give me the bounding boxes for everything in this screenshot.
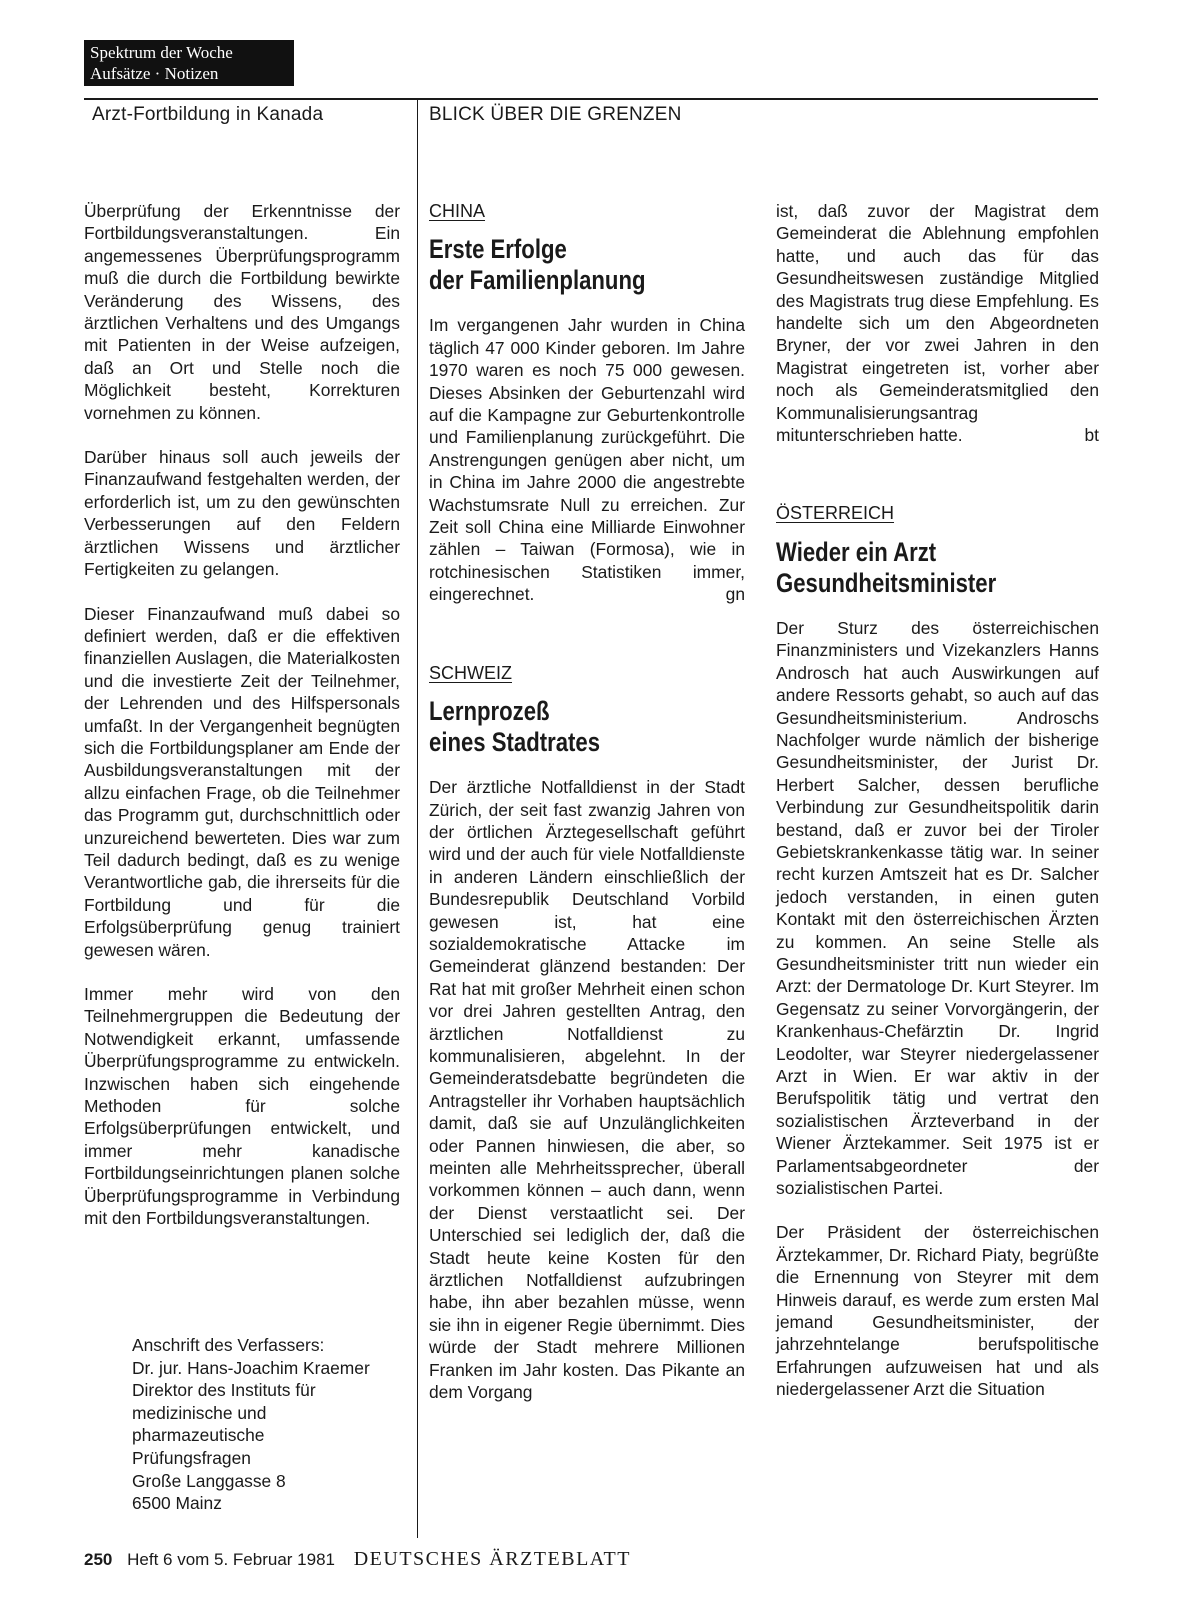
- author-address: [132, 1334, 402, 1515]
- address-line: Prüfungsfragen: [132, 1447, 251, 1468]
- schweiz-signature: bt: [1084, 425, 1099, 446]
- left-paragraph: Überprüfung der Erkenntnisse der Fortbildungsveranstaltungen. Ein angemessenes Überprüfungsprogramm muß die durch die Fortbildung bewirkte Veränderung des Wissens, des ärztlichen Verhaltens und des Umgangs mit Patienten in der Weise aufzeigen, daß an Ort und Stelle noch die Möglichkeit besteht, Korrekturen vornehmen zu können.: [84, 201, 400, 423]
- left-paragraph: Immer mehr wird von den Teilnehmergruppen die Bedeutung der Notwendigkeit erkannt, umfassende Überprüfungsprogramme zu entwickeln. Inzwischen haben sich eingehende Methoden für solche Erfolgsüberprüfungen entwickelt, und immer mehr kanadische Fortbildungseinrichtungen planen solche Überprüfungsprogramme in Verbindung mit den Fortbildungsveranstaltungen.: [84, 984, 400, 1229]
- address-line: pharmazeutische: [132, 1425, 265, 1446]
- schweiz-body: Der ärztliche Notfalldienst in der Stadt Zürich, der seit fast zwanzig Jahren von der örtlichen Ärztegesellschaft geführt wird und der auch für viele Notfalldienste in anderen Ländern einschließlich der Bundesrepublik Deutschland Vorbild gewesen ist, hat eine sozialdemokratische Attacke im Gemeinderat glänzend bestanden: Der Rat hat mit großer Mehrheit einen schon vor drei Jahren gestellten Antrag, den ärztlichen Notfalldienst zu kommunalisieren, abgelehnt. In der Gemeinderatsdebatte begründeten die Antragsteller ihr Vorhaben hauptsächlich damit, daß sie auf Unzulänglichkeiten oder Pannen hinwiesen, die aber, so meinten alle Mehrheitssprecher, überall vorkommen können – auch dann, wenn der Dienst verstaatlicht sei. Der Unterschied sei lediglich der, daß die Stadt heute keine Kosten für den ärztlichen Notfalldienst aufzubringen habe, ihn aber bezahlen müsse, wenn sie ihn in eigener Regie übernimmt. Dies würde der Stadt mehrere Millionen Franken im Jahr kosten. Das Pikante an dem Vorgang: [429, 777, 745, 1403]
- right-column: [776, 200, 1099, 1423]
- china-headline-line-1: Erste Erfolge: [429, 234, 567, 265]
- address-line: Dr. jur. Hans-Joachim Kraemer: [132, 1357, 370, 1378]
- section-title-left: Arzt-Fortbildung in Kanada: [92, 104, 324, 125]
- china-headline: [429, 234, 757, 296]
- china-text: Im vergangenen Jahr wurden in China täglich 47 000 Kinder geboren. Im Jahre 1970 waren es noch 75 000 gewesen. Dieses Absinken der Geburtenzahl wird auf die Kampagne zur Geburtenkontrolle und Familienplanung zurückgeführt. Die Anstrengungen genügen aber nicht, um in China im Jahre 2000 die angestrebte Wachstumsrate Null zu erreichen. Zur Zeit soll China eine Milliarde Einwohner zählen – Taiwan (Formosa), wie in rotchinesischen Statistiken immer, eingerechnet.: [429, 315, 745, 605]
- oesterreich-kicker: ÖSTERREICH: [776, 503, 895, 524]
- schweiz-headline-line-2: eines Stadtrates: [429, 727, 601, 758]
- address-line: medizinische und: [132, 1402, 267, 1423]
- china-headline-line-2: der Familienplanung: [429, 265, 646, 296]
- left-paragraph: Dieser Finanzaufwand muß dabei so definiert werden, daß er die effektiven finanziellen Auslagen, die Materialkosten und die investierte Zeit der Teilnehmer, der Lehrenden und des Hilfspersonals umfaßt. In der Vergangenheit begnügten sich die Fortbildungsplaner am Ende der Ausbildungsveranstaltungen mit der allzu einfachen Frage, ob die Teilnehmer das Programm gut, durchschnittlich oder unzureichend bewerteten. Dies war zum Teil dadurch bedingt, daß es zu wenige Verantwortliche gab, die ihrerseits für die Fortbildung und für die Erfolgsüberprüfung genug trainiert gewesen wären.: [84, 603, 400, 960]
- top-rule: [84, 98, 1098, 100]
- middle-column: [429, 200, 745, 1425]
- section-title-right: BLICK ÜBER DIE GRENZEN: [429, 104, 682, 125]
- address-line: Direktor des Instituts für: [132, 1380, 316, 1401]
- oesterreich-paragraph: Der Sturz des österreichischen Finanzministers und Vizekanzlers Hanns Androsch hat auch Auswirkungen auf andere Ressorts gehabt, so auch auf das Gesundheitsministerium. Androschs Nachfolger wurde nämlich der bisherige Gesundheitsminister, der Jurist Dr. Herbert Salcher, dessen berufliche Verbindung zur Gesundheitspolitik darin bestand, daß er zuvor bei der Tiroler Gebietskrankenkasse tätig war. In seiner recht kurzen Amtszeit hat es Dr. Salcher jedoch verstanden, in einen guten Kontakt mit den österreichischen Ärzten zu kommen. An seine Stelle als Gesundheitsminister tritt nun wieder ein Arzt: der Dermatologe Dr. Kurt Steyrer. Im Gegensatz zu seiner Vorvorgängerin, der Krankenhaus-Chefärztin Dr. Ingrid Leodolter, war Steyrer niedergelassener Arzt in Wien. Er war aktiv in der Berufspolitik tätig und vertrat den sozialistischen Ärzteverband in der Wiener Ärztekammer. Seit 1975 ist er Parlamentsabgeordneter der sozialistischen Partei.: [776, 617, 1099, 1199]
- china-body: [429, 314, 745, 605]
- column-divider: [417, 98, 418, 1538]
- china-signature: gn: [725, 584, 745, 605]
- address-line: Anschrift des Verfassers:: [132, 1335, 325, 1355]
- oesterreich-headline-line-2: Gesundheitsminister: [776, 567, 997, 598]
- schweiz-continuation: [776, 200, 1099, 446]
- page-number: 250: [84, 1550, 113, 1569]
- masthead: [84, 40, 294, 86]
- schweiz-headline: [429, 696, 757, 758]
- oesterreich-headline: [776, 537, 1104, 599]
- masthead-line-1: Spektrum der Woche: [90, 43, 233, 62]
- oesterreich-paragraph: Der Präsident der österreichischen Ärztekammer, Dr. Richard Piaty, begrüßte die Ernennung von Steyrer mit dem Hinweis darauf, es werde zum ersten Mal jemand Gesundheitsminister, der jahrzehntelange berufspolitische Erfahrungen aufzuweisen hat und als niedergelassener Arzt die Situation: [776, 1222, 1099, 1400]
- page-footer: [84, 1548, 631, 1571]
- schweiz-kicker: SCHWEIZ: [429, 662, 512, 683]
- issue-info: Heft 6 vom 5. Februar 1981: [127, 1550, 335, 1569]
- china-kicker: CHINA: [429, 201, 486, 221]
- oesterreich-headline-line-1: Wieder ein Arzt: [776, 536, 937, 567]
- journal-name: DEUTSCHES ÄRZTEBLATT: [353, 1548, 631, 1570]
- masthead-line-2: Aufsätze · Notizen: [90, 64, 219, 83]
- schweiz-continuation-text: ist, daß zuvor der Magistrat dem Gemeinderat die Ablehnung empfohlen hatte, und auch das für das Gesundheitswesen zuständige Mitglied des Magistrats trug diese Empfehlung. Es handelte sich um den Abgeordneten Bryner, der vor zwei Jahren in den Magistrat eingetreten ist, vorher aber noch als Gemeinderatsmitglied den Kommunalisierungsantrag mitunterschrieben hatte.: [776, 201, 1099, 446]
- left-column: [84, 200, 400, 1251]
- address-line: 6500 Mainz: [132, 1493, 222, 1514]
- address-line: Große Langgasse 8: [132, 1470, 286, 1491]
- left-paragraph: Darüber hinaus soll auch jeweils der Finanzaufwand festgehalten werden, der erforderlich ist, um zu den gewünschten Verbesserungen auf den Feldern ärztlichen Wissens und ärztlicher Fertigkeiten zu gelangen.: [84, 447, 400, 580]
- schweiz-headline-line-1: Lernprozeß: [429, 696, 550, 727]
